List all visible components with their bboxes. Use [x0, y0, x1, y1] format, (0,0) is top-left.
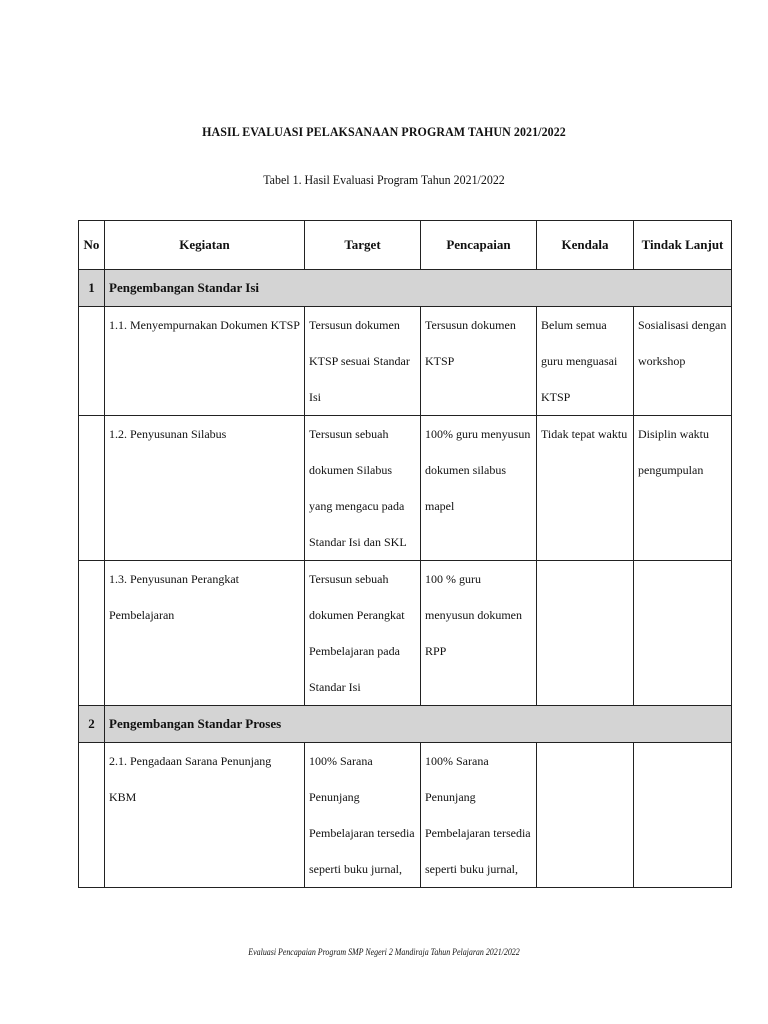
header-tindak-lanjut: Tindak Lanjut — [634, 221, 732, 270]
cell-tindak-lanjut: Disiplin waktu pengumpulan — [634, 416, 732, 561]
cell-no — [79, 561, 105, 706]
cell-no — [79, 416, 105, 561]
section-number: 2 — [79, 706, 105, 743]
document-title: HASIL EVALUASI PELAKSANAAN PROGRAM TAHUN 2021/2022 — [202, 124, 566, 139]
header-kegiatan: Kegiatan — [105, 221, 305, 270]
page-footer: Evaluasi Pencapaian Program SMP Negeri 2 Mandiraja Tahun Pelajaran 2021/2022 — [248, 947, 520, 957]
table-row — [79, 307, 732, 416]
cell-kegiatan: 1.2. Penyusunan Silabus — [105, 416, 305, 561]
table-header-row — [79, 221, 732, 270]
cell-tindak-lanjut: Sosialisasi dengan workshop — [634, 307, 732, 416]
cell-pencapaian: 100 % guru menyusun dokumen RPP — [421, 561, 537, 706]
header-kendala: Kendala — [537, 221, 634, 270]
evaluation-table — [78, 220, 732, 888]
cell-kegiatan: 2.1. Pengadaan Sarana Penunjang KBM — [105, 743, 305, 888]
cell-tindak-lanjut — [634, 743, 732, 888]
table-row — [79, 416, 732, 561]
cell-target: Tersusun dokumen KTSP sesuai Standar Isi — [305, 307, 421, 416]
cell-no — [79, 743, 105, 888]
header-no: No — [79, 221, 105, 270]
cell-tindak-lanjut — [634, 561, 732, 706]
section-row — [79, 270, 732, 307]
cell-kegiatan: 1.3. Penyusunan Perangkat Pembelajaran — [105, 561, 305, 706]
cell-kendala — [537, 743, 634, 888]
cell-no — [79, 307, 105, 416]
cell-target: Tersusun sebuah dokumen Perangkat Pembelajaran pada Standar Isi — [305, 561, 421, 706]
section-number: 1 — [79, 270, 105, 307]
cell-pencapaian: Tersusun dokumen KTSP — [421, 307, 537, 416]
cell-pencapaian: 100% Sarana Penunjang Pembelajaran tersedia seperti buku jurnal, — [421, 743, 537, 888]
table-caption: Tabel 1. Hasil Evaluasi Program Tahun 2021/2022 — [263, 172, 505, 187]
section-title: Pengembangan Standar Proses — [105, 706, 732, 743]
section-title: Pengembangan Standar Isi — [105, 270, 732, 307]
cell-kendala: Belum semua guru menguasai KTSP — [537, 307, 634, 416]
table-row — [79, 561, 732, 706]
header-pencapaian: Pencapaian — [421, 221, 537, 270]
section-row — [79, 706, 732, 743]
cell-kendala: Tidak tepat waktu — [537, 416, 634, 561]
cell-kegiatan: 1.1. Menyempurnakan Dokumen KTSP — [105, 307, 305, 416]
cell-kendala — [537, 561, 634, 706]
cell-target: 100% Sarana Penunjang Pembelajaran tersedia seperti buku jurnal, — [305, 743, 421, 888]
table-row — [79, 743, 732, 888]
header-target: Target — [305, 221, 421, 270]
cell-target: Tersusun sebuah dokumen Silabus yang mengacu pada Standar Isi dan SKL — [305, 416, 421, 561]
cell-pencapaian: 100% guru menyusun dokumen silabus mapel — [421, 416, 537, 561]
